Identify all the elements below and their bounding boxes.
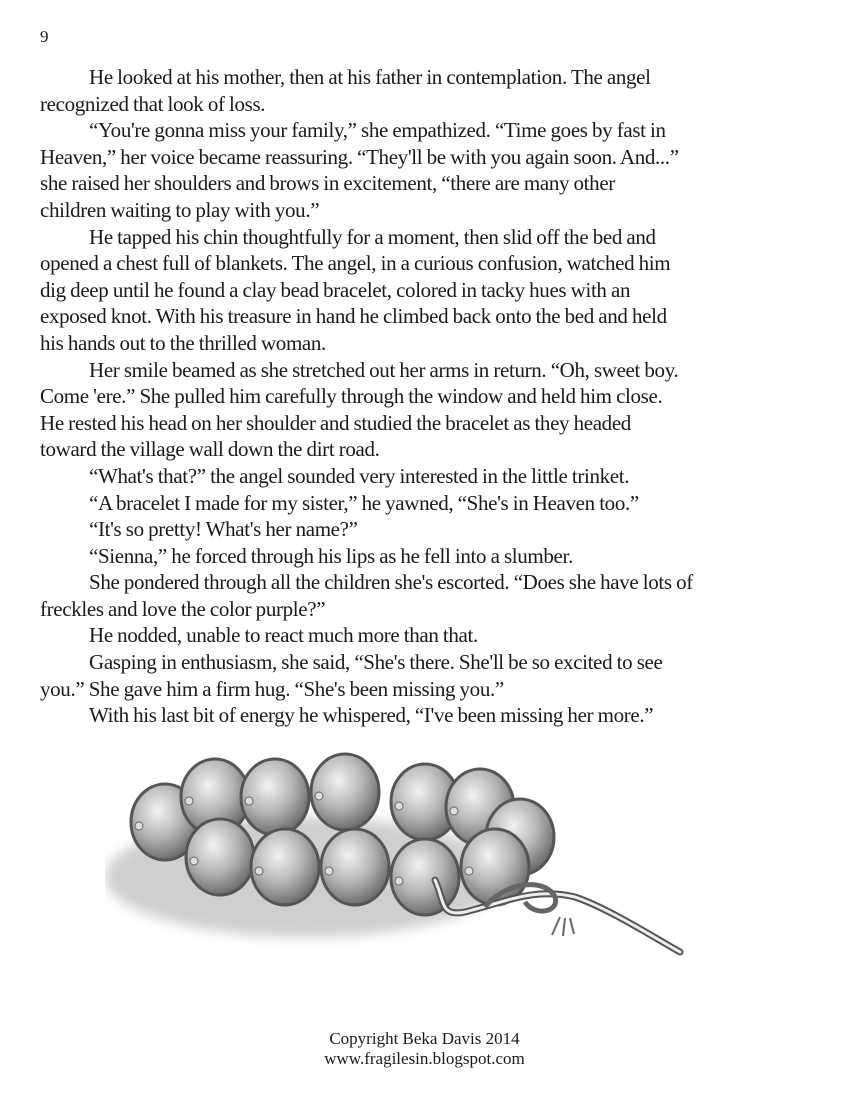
paragraph [40,490,815,517]
text-line: “Sienna,” he forced through his lips as he fell into a slumber. [89,543,573,568]
text-line: Come 'ere.” She pulled him carefully through the window and held him close. [40,384,663,409]
page-number: 9 [40,27,49,46]
bead [311,754,379,830]
bead-hole [465,867,473,875]
text-line: Heaven,” her voice became reassuring. “They'll be with you again soon. And...” [40,144,679,169]
website-url: www.fragilesin.blogspot.com [324,1049,525,1068]
text-line: “It's so pretty! What's her name?” [89,517,358,542]
text-line: freckles and love the color purple?” [40,596,326,621]
text-line: she raised her shoulders and brows in excitement, “there are many other [40,171,615,196]
bead [251,829,319,905]
bead [321,829,389,905]
text-line: Her smile beamed as she stretched out her arms in return. “Oh, sweet boy. [89,357,679,382]
paragraph [40,117,815,223]
text-line: toward the village wall down the dirt road. [40,437,380,462]
bead-hole [190,857,198,865]
text-line: Gasping in enthusiasm, she said, “She's there. She'll be so excited to see [89,650,663,675]
text-line: He nodded, unable to react much more than that. [89,623,478,648]
bead-hole [245,797,253,805]
text-line: He rested his head on her shoulder and studied the bracelet as they headed [40,410,631,435]
text-line: “You're gonna miss your family,” she empathized. “Time goes by fast in [89,118,666,143]
text-line: you.” She gave him a firm hug. “She's been missing you.” [40,676,504,701]
paragraph [40,64,815,117]
paragraph [40,702,815,729]
text-line: dig deep until he found a clay bead bracelet, colored in tacky hues with an [40,277,631,302]
paragraph [40,543,815,570]
text-line: “What's that?” the angel sounded very interested in the little trinket. [89,463,630,488]
story-text [40,64,815,729]
text-line: recognized that look of loss. [40,91,266,116]
bead [391,839,459,915]
text-line: children waiting to play with you.” [40,197,320,222]
bead-hole [395,877,403,885]
bead-hole [135,822,143,830]
bead-hole [450,807,458,815]
text-line: exposed knot. With his treasure in hand he climbed back onto the bed and held [40,304,667,329]
text-line: He tapped his chin thoughtfully for a moment, then slid off the bed and [89,224,656,249]
paragraph [40,649,815,702]
text-line: his hands out to the thrilled woman. [40,330,326,355]
copyright-text: Copyright Beka Davis 2014 [329,1029,520,1048]
text-line: “A bracelet I made for my sister,” he yawned, “She's in Heaven too.” [89,490,639,515]
bead [186,819,254,895]
paragraph [40,516,815,543]
bead [241,759,309,835]
bracelet-frayed-end [552,917,574,936]
paragraph [40,463,815,490]
text-line: She pondered through all the children she's escorted. “Does she have lots of [89,570,693,595]
text-line: With his last bit of energy he whispered, “I've been missing her more.” [89,703,654,728]
paragraph [40,569,815,622]
bracelet-illustration [105,752,705,992]
text-line: opened a chest full of blankets. The angel, in a curious confusion, watched him [40,251,671,276]
text-line: He looked at his mother, then at his father in contemplation. The angel [89,65,651,89]
paragraph [40,224,815,357]
bead-hole [395,802,403,810]
bead-hole [255,867,263,875]
bead-hole [185,797,193,805]
footer [0,1029,849,1069]
bead-hole [325,867,333,875]
paragraph [40,357,815,463]
paragraph [40,622,815,649]
bead-hole [315,792,323,800]
bead [461,829,529,905]
